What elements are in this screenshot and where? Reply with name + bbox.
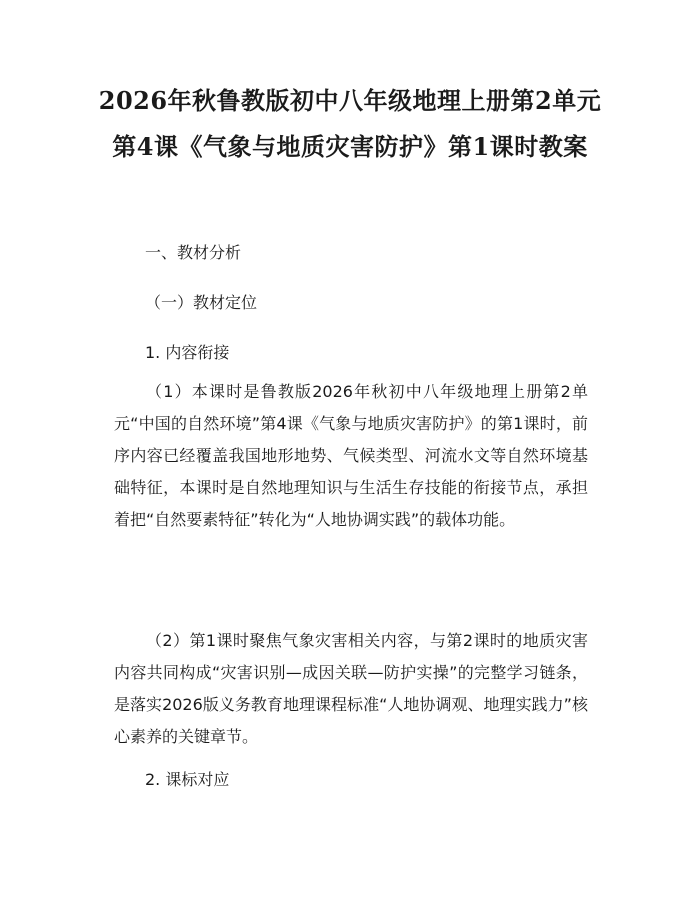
subsection-heading-textbook-positioning: （一）教材定位: [145, 293, 258, 312]
item-heading-curriculum-standard: 2. 课标对应: [145, 770, 230, 789]
document-title: 2026年秋鲁教版初中八年级地理上册第2单元第4课《气象与地质灾害防护》第1课时教案: [98, 86, 602, 161]
section-heading-textbook-analysis: 一、教材分析: [145, 243, 242, 262]
paragraph-content-connection-1: （1）本课时是鲁教版2026年秋初中八年级地理上册第2单元“中国的自然环境”第4课《气象与地质灾害防护》的第1课时，前序内容已经覆盖我国地形地势、气候类型、河流水文等自然环境基础特征，本课时是自然地理知识与生活生存技能的衔接节点，承担着把“自然要素特征”转化为“人地协调实践”的载体功能。: [114, 382, 588, 529]
paragraph-content-connection-2: （2）第1课时聚焦气象灾害相关内容，与第2课时的地质灾害内容共同构成“灾害识别—成因关联—防护实操”的完整学习链条，是落实2026版义务教育地理课程标准“人地协调观、地理实践力”核心素养的关键章节。: [114, 631, 588, 746]
item-heading-content-connection: 1. 内容衔接: [145, 343, 230, 362]
